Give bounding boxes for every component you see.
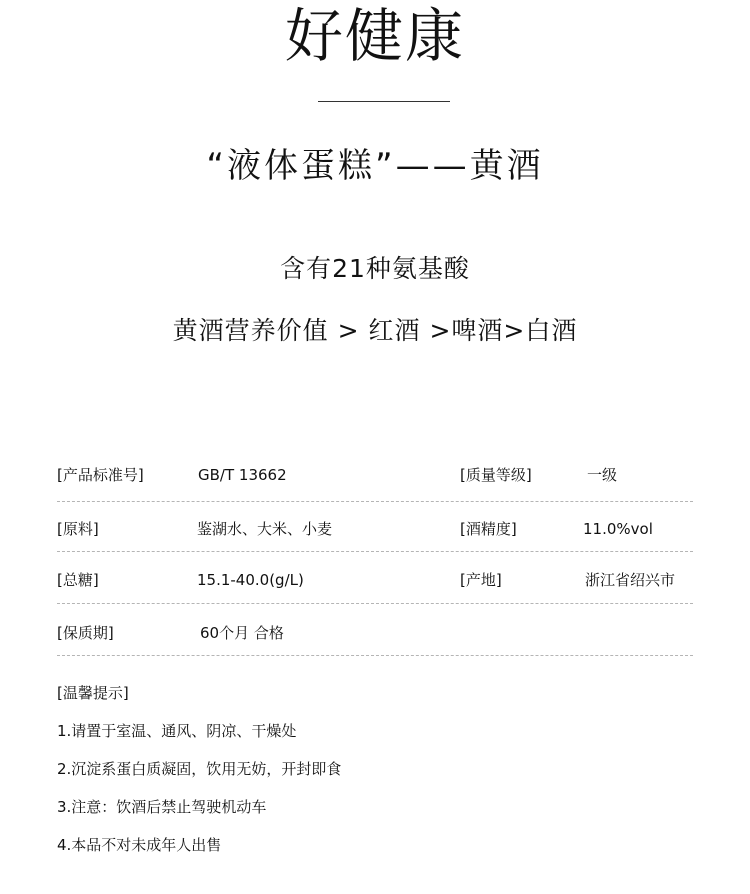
- spec-value: 一级: [587, 466, 618, 484]
- feature-nutrition-comparison: 黄酒营养价值 > 红酒 >啤酒>白酒: [172, 316, 578, 345]
- spec-label: [原料]: [57, 520, 99, 538]
- tips-item: 2.沉淀系蛋白质凝固，饮用无妨，开封即食: [57, 760, 342, 778]
- spec-row: [57, 566, 693, 604]
- tips-item: 1.请置于室温、通风、阴凉、干燥处: [57, 722, 297, 740]
- spec-row: [57, 515, 693, 552]
- feature-amino-acids: 含有21种氨基酸: [280, 254, 470, 283]
- page-title: 好健康: [284, 2, 465, 70]
- spec-label: [酒精度]: [460, 520, 517, 538]
- spec-label: [产地]: [460, 571, 502, 589]
- tips-section: [57, 679, 697, 869]
- tips-item: 3.注意：饮酒后禁止驾驶机动车: [57, 798, 267, 816]
- spec-label: [质量等级]: [460, 466, 532, 484]
- page-subtitle: “液体蛋糕”——黄酒: [206, 146, 544, 186]
- spec-value: 浙江省绍兴市: [585, 571, 676, 589]
- spec-value: 11.0%vol: [583, 520, 653, 538]
- spec-value: 15.1-40.0(g/L): [197, 571, 304, 589]
- spec-value: 鉴湖水、大米、小麦: [197, 520, 333, 538]
- spec-row: [57, 461, 693, 502]
- tips-item: 4.本品不对未成年人出售: [57, 836, 222, 854]
- spec-label: [产品标准号]: [57, 466, 144, 484]
- tips-title: [温馨提示]: [57, 684, 129, 702]
- title-divider: [318, 101, 450, 102]
- spec-label: [总糖]: [57, 571, 99, 589]
- spec-label: [保质期]: [57, 624, 114, 642]
- spec-row: [57, 619, 693, 656]
- spec-value: GB/T 13662: [198, 466, 287, 484]
- spec-value: 60个月 合格: [200, 624, 284, 642]
